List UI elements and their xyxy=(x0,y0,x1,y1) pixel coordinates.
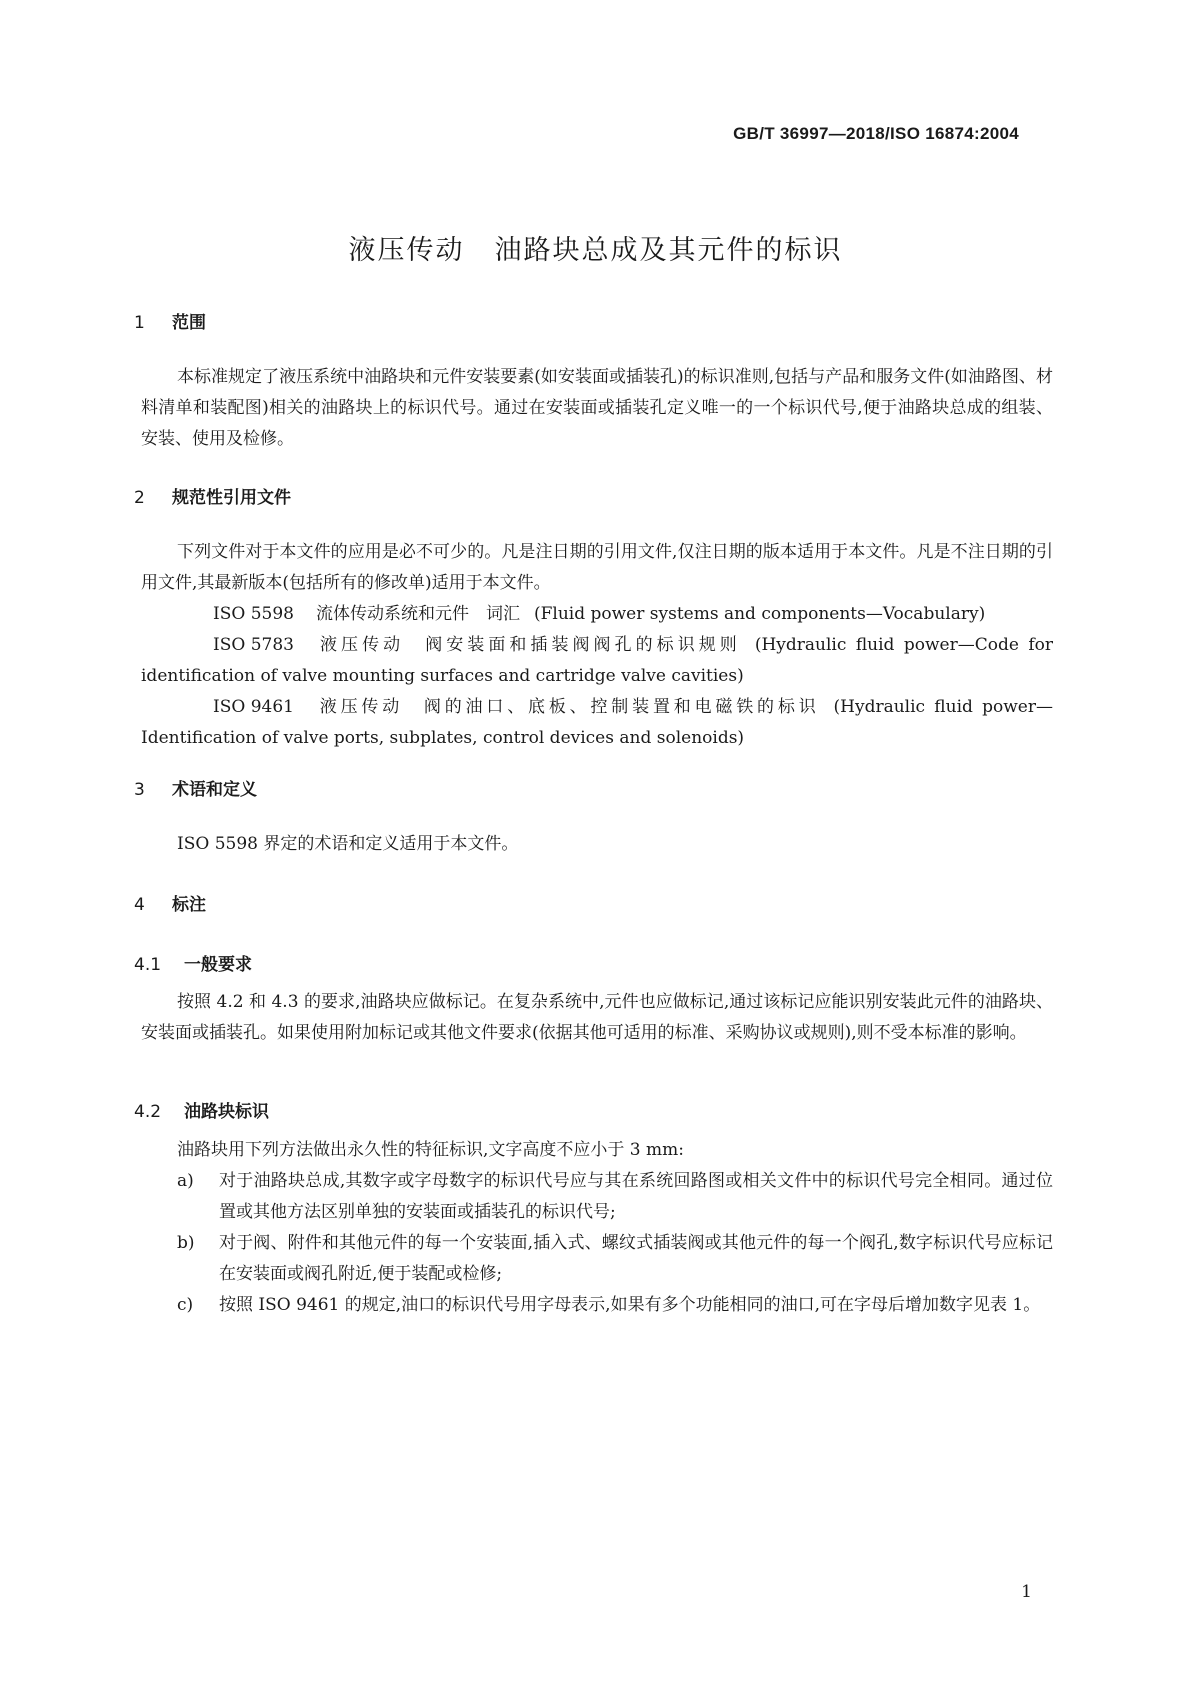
list-item xyxy=(141,1228,1053,1290)
reference-item xyxy=(141,599,1053,630)
title-part-1: 液压传动 xyxy=(348,235,465,266)
section-1-text xyxy=(141,362,1053,455)
list-item-text: 对于阀、附件和其他元件的每一个安装面,插入式、螺纹式插装阀或其他元件的每一个阀孔,数字标识代号应标记在安装面或阀孔附近,便于装配或检修; xyxy=(219,1233,1053,1284)
section-title: 术语和定义 xyxy=(172,780,257,800)
section-number: 2 xyxy=(134,488,145,508)
section-2-heading xyxy=(134,483,291,508)
list-item-label: c) xyxy=(177,1295,194,1315)
reference-title-en: (Fluid power systems and components—Vocabulary) xyxy=(533,604,986,624)
paragraph: 油路块用下列方法做出永久性的特征标识,文字高度不应小于 3 mm: xyxy=(177,1140,684,1160)
section-4-1-heading xyxy=(134,950,252,975)
section-2-body xyxy=(141,537,1053,754)
paragraph: 下列文件对于本文件的应用是必不可少的。凡是注日期的引用文件,仅注日期的版本适用于本文件。凡是不注日期的引用文件,其最新版本(包括所有的修改单)适用于本文件。 xyxy=(141,542,1053,593)
reference-title-zh: 液压传动 阀安装面和插装阀阀孔的标识规则 xyxy=(315,635,741,655)
section-title: 规范性引用文件 xyxy=(172,488,291,508)
section-3-heading xyxy=(134,775,257,800)
section-number: 4 xyxy=(134,895,145,915)
reference-code: ISO 5783 xyxy=(213,635,294,655)
reference-title-en: (Hydraulic fluid power—Identification of valve ports, subplates, control devices and solenoids) xyxy=(141,697,1053,748)
section-title: 范围 xyxy=(172,313,206,333)
section-4-heading xyxy=(134,890,206,915)
list-item-label: a) xyxy=(177,1171,194,1191)
section-1-heading xyxy=(134,308,206,333)
reference-item xyxy=(141,630,1053,692)
paragraph: ISO 5598 界定的术语和定义适用于本文件。 xyxy=(177,834,519,854)
section-number: 4.2 xyxy=(134,1102,162,1122)
section-4-1-text xyxy=(141,987,1053,1049)
paragraph: 按照 4.2 和 4.3 的要求,油路块应做标记。在复杂系统中,元件也应做标记,通过该标记应能识别安装此元件的油路块、安装面或插装孔。如果使用附加标记或其他文件要求(依据其他可适用的标准、采购协议或规则),则不受本标准的影响。 xyxy=(141,992,1053,1043)
section-title: 一般要求 xyxy=(184,955,252,975)
standard-code: GB/T 36997—2018/ISO 16874:2004 xyxy=(733,124,1019,143)
page-number: 1 xyxy=(1021,1582,1032,1602)
list-item-label: b) xyxy=(177,1233,195,1253)
list-item xyxy=(141,1290,1053,1321)
paragraph: 本标准规定了液压系统中油路块和元件安装要素(如安装面或插装孔)的标识准则,包括与产品和服务文件(如油路图、材料清单和装配图)相关的油路块上的标识代号。通过在安装面或插装孔定义唯一的一个标识代号,便于油路块总成的组装、安装、使用及检修。 xyxy=(141,367,1053,449)
section-number: 4.1 xyxy=(134,955,162,975)
reference-title-en: (Hydraulic fluid power—Code for identification of valve mounting surfaces and cartridge valve cavities) xyxy=(141,635,1054,686)
reference-item xyxy=(141,692,1053,754)
reference-title-zh: 液压传动 阀的油口、底板、控制装置和电磁铁的标识 xyxy=(315,697,820,717)
section-4-2-body xyxy=(141,1135,1053,1321)
section-3-text xyxy=(141,829,1053,860)
document-title xyxy=(0,228,1191,267)
section-title: 油路块标识 xyxy=(184,1102,269,1122)
section-4-2-heading xyxy=(134,1097,269,1122)
list-item-text: 对于油路块总成,其数字或字母数字的标识代号应与其在系统回路图或相关文件中的标识代号完全相同。通过位置或其他方法区别单独的安装面或插装孔的标识代号; xyxy=(219,1171,1053,1222)
section-number: 1 xyxy=(134,313,145,333)
reference-title-zh: 流体传动系统和元件 词汇 xyxy=(315,604,520,624)
reference-code: ISO 9461 xyxy=(213,697,294,717)
section-number: 3 xyxy=(134,780,145,800)
title-part-2: 油路块总成及其元件的标识 xyxy=(494,235,843,266)
section-title: 标注 xyxy=(172,895,206,915)
reference-code: ISO 5598 xyxy=(213,604,294,624)
list-item-text: 按照 ISO 9461 的规定,油口的标识代号用字母表示,如果有多个功能相同的油口,可在字母后增加数字见表 1。 xyxy=(219,1295,1041,1315)
list-item xyxy=(141,1166,1053,1228)
